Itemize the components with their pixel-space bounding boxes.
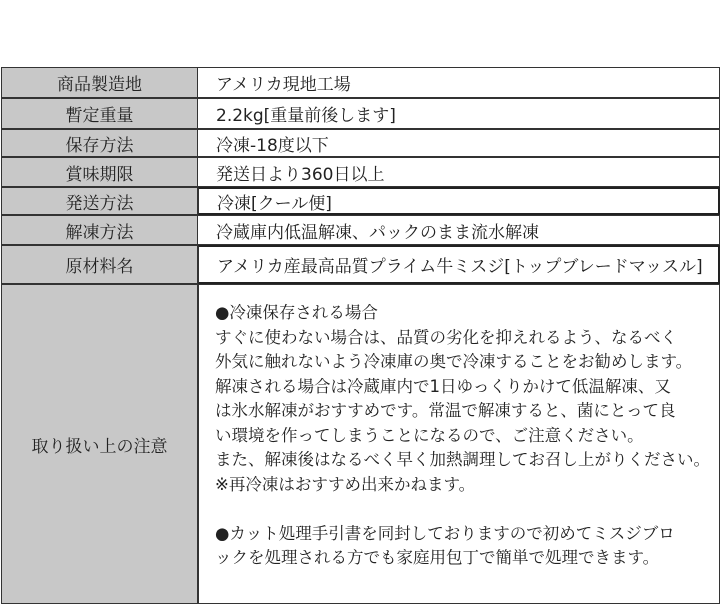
spec-label: 賞味期限 bbox=[1, 157, 198, 187]
spec-label: 取り扱い上の注意 bbox=[1, 284, 198, 604]
spec-label: 解凍方法 bbox=[1, 215, 198, 245]
handling-notes-text bbox=[198, 284, 720, 604]
spec-label: 暫定重量 bbox=[1, 98, 198, 129]
product-spec-table bbox=[1, 67, 720, 604]
spec-row-shipping bbox=[1, 187, 720, 215]
note-line: ックを処理される方でも家庭用包丁で簡単で処理できます。 bbox=[215, 548, 660, 567]
note-line: い環境を作ってしまうことになるので、ご注意ください。 bbox=[215, 425, 644, 445]
spec-row-handling-notes bbox=[1, 284, 720, 604]
spec-value: 2.2kg[重量前後します] bbox=[198, 98, 720, 129]
spec-value: アメリカ現地工場 bbox=[198, 67, 720, 98]
spec-label: 商品製造地 bbox=[1, 67, 198, 98]
spec-label: 保存方法 bbox=[1, 129, 198, 157]
note-line: すぐに使わない場合は、品質の劣化を抑えれるよう、なるべく bbox=[215, 327, 677, 347]
note-line: ●カット処理手引書を同封しておりますので初めてミスジブロ bbox=[215, 523, 675, 543]
spec-value: アメリカ産最高品質プライム牛ミスジ[トップブレードマッスル] bbox=[198, 245, 720, 284]
spec-label: 発送方法 bbox=[1, 187, 198, 215]
note-line: 外気に触れないよう冷凍庫の奥で冷凍することをお勧めします。 bbox=[215, 352, 693, 371]
spec-row-expiry bbox=[1, 157, 720, 187]
note-line: また、解凍後はなるべく早く加熱調理してお召し上がりください。 bbox=[215, 450, 710, 469]
spec-row-storage bbox=[1, 129, 720, 157]
note-line: は氷水解凍がおすすめです。常温で解凍すると、菌にとって良 bbox=[215, 401, 676, 420]
spec-row-origin bbox=[1, 67, 720, 98]
spec-row-ingredients bbox=[1, 245, 720, 284]
note-line: ※再冷凍はおすすめ出来かねます。 bbox=[215, 474, 476, 494]
spec-label: 原材料名 bbox=[1, 245, 198, 284]
paragraph-gap bbox=[215, 497, 709, 522]
note-line: 解凍される場合は冷蔵庫内で1日ゆっくりかけて低温解凍、又 bbox=[215, 376, 671, 396]
spec-value: 冷凍[クール便] bbox=[198, 187, 720, 215]
spec-row-weight bbox=[1, 98, 720, 129]
spec-value: 冷蔵庫内低温解凍、パックのまま流水解凍 bbox=[198, 215, 720, 245]
note-line: ●冷凍保存される場合 bbox=[215, 303, 378, 322]
spec-row-thawing bbox=[1, 215, 720, 245]
spec-value: 発送日より360日以上 bbox=[198, 157, 720, 187]
spec-value: 冷凍-18度以下 bbox=[198, 129, 720, 157]
